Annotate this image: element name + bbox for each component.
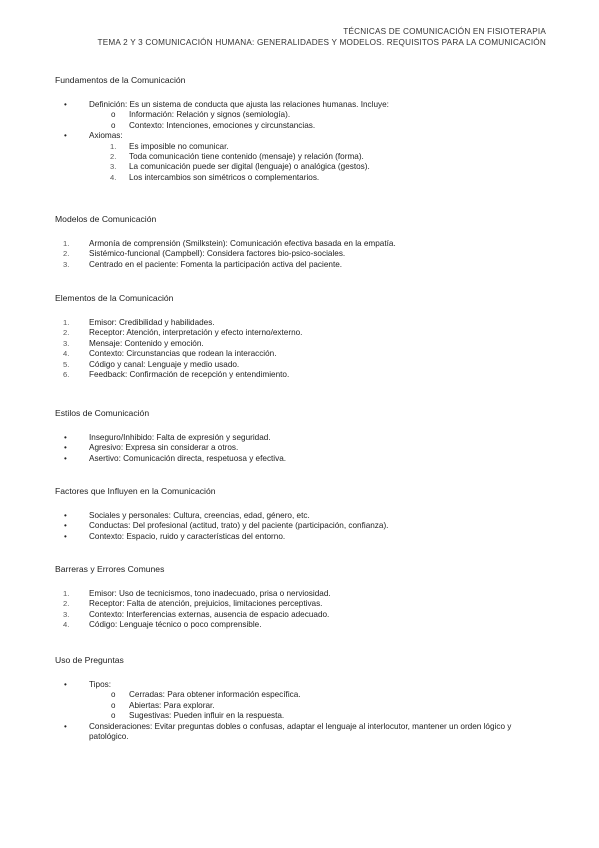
sub-list-item-text: Toda comunicación tiene contenido (mensaje) y relación (forma).	[129, 152, 364, 162]
section-title: Uso de Preguntas	[55, 655, 124, 665]
number-marker: 4.	[63, 620, 70, 630]
sub-list-item	[55, 121, 549, 131]
number-marker: 3.	[63, 259, 70, 269]
number-marker: 5.	[63, 359, 70, 369]
header-course-title: TÉCNICAS DE COMUNICACIÓN EN FISIOTERAPIA	[343, 27, 546, 36]
list-item	[55, 443, 286, 453]
sub-list-item-text: Información: Relación y signos (semiología).	[129, 110, 291, 120]
bullet-marker: •	[64, 721, 67, 731]
bullet-marker: •	[64, 100, 67, 109]
section-fundamentos	[55, 75, 549, 183]
list-item-text: Sistémico-funcional (Campbell): Considera factores bio-psico-sociales.	[89, 249, 346, 259]
sub-list-item	[55, 142, 549, 152]
list-item	[55, 370, 302, 380]
list-item-text: Asertivo: Comunicación directa, respetuosa y efectiva.	[89, 453, 287, 463]
number-marker: 1.	[63, 239, 70, 248]
sub-number-marker: 4.	[110, 172, 117, 182]
list-item	[55, 318, 302, 328]
number-marker: 4.	[63, 349, 70, 359]
bullet-marker: •	[64, 680, 67, 689]
list-item	[55, 722, 544, 743]
list-item	[55, 249, 396, 259]
sub-list-item-text: Contexto: Intenciones, emociones y circunstancias.	[129, 120, 316, 130]
sub-list-item-text: Cerradas: Para obtener información específica.	[129, 690, 301, 700]
list-item-text: Mensaje: Contenido y emoción.	[89, 338, 204, 348]
sub-bullet-marker: o	[111, 700, 116, 710]
bullet-marker: •	[64, 131, 67, 141]
number-marker: 2.	[63, 328, 70, 338]
list-item-text: Conductas: Del profesional (actitud, trato) y del paciente (participación, confianza).	[89, 521, 389, 531]
document-header	[98, 26, 546, 48]
list-item-text: Receptor: Atención, interpretación y efecto interno/externo.	[89, 328, 303, 338]
list-item-text: Inseguro/Inhibido: Falta de expresión y seguridad.	[89, 433, 271, 442]
list-item	[55, 349, 302, 359]
sub-list-item	[55, 173, 549, 183]
list-item-text: Emisor: Uso de tecnicismos, tono inadecuado, prisa o nerviosidad.	[89, 589, 331, 598]
sub-bullet-marker: o	[111, 110, 116, 120]
number-marker: 6.	[63, 370, 70, 380]
number-marker: 2.	[63, 249, 70, 259]
sub-list-item	[55, 701, 544, 711]
list-item-text: Tipos:	[89, 680, 111, 689]
sub-list-item-text: Abiertas: Para explorar.	[129, 700, 215, 710]
sub-list-item	[55, 711, 544, 721]
list-item	[55, 610, 331, 620]
section-barreras	[55, 564, 331, 631]
section-preguntas	[55, 655, 544, 742]
list-item-text: Contexto: Espacio, ruido y características del entorno.	[89, 531, 286, 541]
number-marker: 2.	[63, 599, 70, 609]
sub-list-item	[55, 690, 544, 700]
number-marker: 3.	[63, 338, 70, 348]
list-item-text: Feedback: Confirmación de recepción y entendimiento.	[89, 370, 290, 380]
sub-list-item-text: Los intercambios son simétricos o complementarios.	[129, 172, 320, 182]
list-item-text: Receptor: Falta de atención, prejuicios, limitaciones perceptivas.	[89, 599, 323, 609]
list-item	[55, 599, 331, 609]
list-item	[55, 131, 549, 141]
sub-number-marker: 3.	[110, 162, 117, 172]
section-title: Barreras y Errores Comunes	[55, 564, 165, 574]
list-item	[55, 532, 388, 542]
sub-list-item-text: Es imposible no comunicar.	[129, 141, 229, 151]
sub-list-item-text: La comunicación puede ser digital (lenguaje) o analógica (gestos).	[129, 162, 370, 172]
sub-list-item	[55, 110, 549, 120]
list-item	[55, 433, 286, 443]
bullet-marker: •	[64, 443, 67, 453]
section-title: Factores que Influyen en la Comunicación	[55, 486, 216, 496]
list-item-text: Axiomas:	[89, 131, 123, 141]
list-item-text: Definición: Es un sistema de conducta que ajusta las relaciones humanas. Incluye:	[89, 100, 389, 109]
sub-list-item	[55, 162, 549, 172]
list-item	[55, 239, 396, 249]
sub-list-item-text: Sugestivas: Pueden influir en la respuesta.	[129, 711, 285, 721]
number-marker: 3.	[63, 609, 70, 619]
list-item	[55, 589, 331, 599]
number-marker: 1.	[63, 589, 70, 598]
section-elementos	[55, 293, 302, 380]
list-item	[55, 339, 302, 349]
list-item-text: Centrado en el paciente: Fomenta la participación activa del paciente.	[89, 259, 343, 269]
bullet-marker: •	[64, 521, 67, 531]
sub-bullet-marker: o	[111, 711, 116, 721]
header-topic-title: TEMA 2 Y 3 COMUNICACIÓN HUMANA: GENERALIDADES Y MODELOS. REQUISITOS PARA LA COMUNICACIÓN	[97, 38, 546, 47]
list-item	[55, 260, 396, 270]
bullet-marker: •	[64, 433, 67, 442]
bullet-marker: •	[64, 453, 67, 463]
sub-bullet-marker: o	[111, 120, 116, 130]
section-title: Modelos de Comunicación	[55, 214, 157, 224]
list-item-text: Contexto: Circunstancias que rodean la interacción.	[89, 349, 277, 359]
bullet-marker: •	[64, 531, 67, 541]
sub-number-marker: 2.	[110, 152, 117, 162]
list-item	[55, 360, 302, 370]
section-modelos	[55, 214, 396, 270]
list-item	[55, 680, 544, 690]
list-item-text: Agresivo: Expresa sin considerar a otros.	[89, 443, 239, 453]
list-item-text: Armonía de comprensión (Smilkstein): Comunicación efectiva basada en la empatía.	[89, 239, 396, 248]
sub-number-marker: 1.	[110, 141, 117, 151]
list-item-text: Contexto: Interferencias externas, ausencia de espacio adecuado.	[89, 609, 330, 619]
list-item	[55, 511, 388, 521]
section-factores	[55, 486, 388, 542]
list-item-text: Código: Lenguaje técnico o poco comprensible.	[89, 620, 262, 630]
sub-list-item	[55, 152, 549, 162]
sub-bullet-marker: o	[111, 690, 116, 700]
list-item-text: Sociales y personales: Cultura, creencias, edad, género, etc.	[89, 511, 310, 520]
section-estilos	[55, 408, 286, 464]
number-marker: 1.	[63, 318, 70, 327]
section-title: Fundamentos de la Comunicación	[55, 75, 186, 85]
list-item	[55, 454, 286, 464]
list-item-text: Código y canal: Lenguaje y medio usado.	[89, 359, 240, 369]
list-item-text: Consideraciones: Evitar preguntas dobles o confusas, adaptar el lenguaje al interlocutor, mantener un orden lógico y patológico.	[89, 721, 512, 742]
section-title: Elementos de la Comunicación	[55, 293, 174, 303]
bullet-marker: •	[64, 511, 67, 520]
list-item	[55, 100, 549, 110]
list-item	[55, 620, 331, 630]
list-item	[55, 328, 302, 338]
list-item	[55, 521, 388, 531]
section-title: Estilos de Comunicación	[55, 408, 150, 418]
list-item-text: Emisor: Credibilidad y habilidades.	[89, 318, 215, 327]
